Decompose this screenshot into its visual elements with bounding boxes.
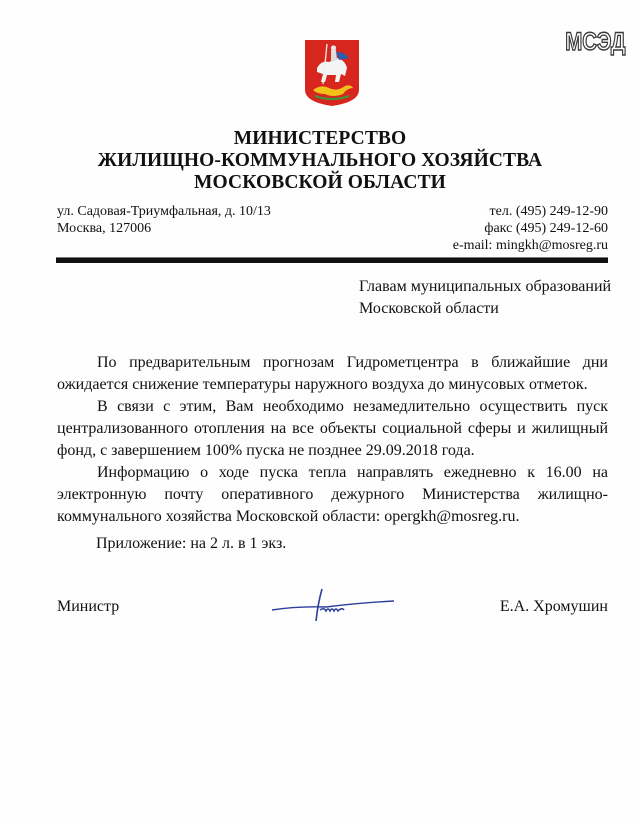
address-street: ул. Садовая-Триумфальная, д. 10/13 <box>57 204 271 219</box>
address-city: Москва, 127006 <box>57 221 152 236</box>
title-line-2: ЖИЛИЩНО-КОММУНАЛЬНОГО ХОЗЯЙСТВА <box>97 150 543 171</box>
addressee-block <box>359 276 611 320</box>
addressee-line-1: Главам муниципальных образований <box>359 278 612 295</box>
ministry-title <box>0 128 640 194</box>
contact-phone: тел. (495) 249-12-90 <box>489 204 608 219</box>
addressee-line-2: Московской области <box>359 300 499 317</box>
body-paragraph-1: По предварительным прогнозам Гидрометцентра в ближайшие дни ожидается снижение температуры наружного воздуха до минусовых отметок. <box>57 354 608 393</box>
ministry-address <box>57 203 271 237</box>
coat-of-arms-icon <box>303 38 361 108</box>
signatory-position: Министр <box>57 598 120 615</box>
body-paragraph-2: В связи с этим, Вам необходимо незамедлительно осуществить пуск централизованного отопления на все объекты социальной сферы и жилищный фонд, с завершением 100% пуска не позднее 29.09.2018 года. <box>57 398 608 459</box>
title-line-1: МИНИСТЕРСТВО <box>233 128 407 149</box>
title-line-3: МОСКОВСКОЙ ОБЛАСТИ <box>194 172 446 193</box>
body-paragraph-3: Информацию о ходе пуска тепла направлять ежедневно к 16.00 на электронную почту оперативного дежурного Министерства жилищно-коммунального хозяйства Московской области: opergkh@mosreg.ru. <box>57 464 608 525</box>
msed-stamp: МСЭД <box>565 28 626 56</box>
attachment-note: Приложение: на 2 л. в 1 экз. <box>96 535 287 552</box>
ministry-contacts <box>453 203 608 254</box>
handwritten-signature-icon <box>268 585 398 625</box>
contact-email: e-mail: mingkh@mosreg.ru <box>452 238 608 253</box>
contact-fax: факс (495) 249-12-60 <box>484 221 608 236</box>
header-divider <box>56 257 608 263</box>
signatory-name: Е.А. Хромушин <box>499 598 608 615</box>
letter-body <box>57 352 608 528</box>
